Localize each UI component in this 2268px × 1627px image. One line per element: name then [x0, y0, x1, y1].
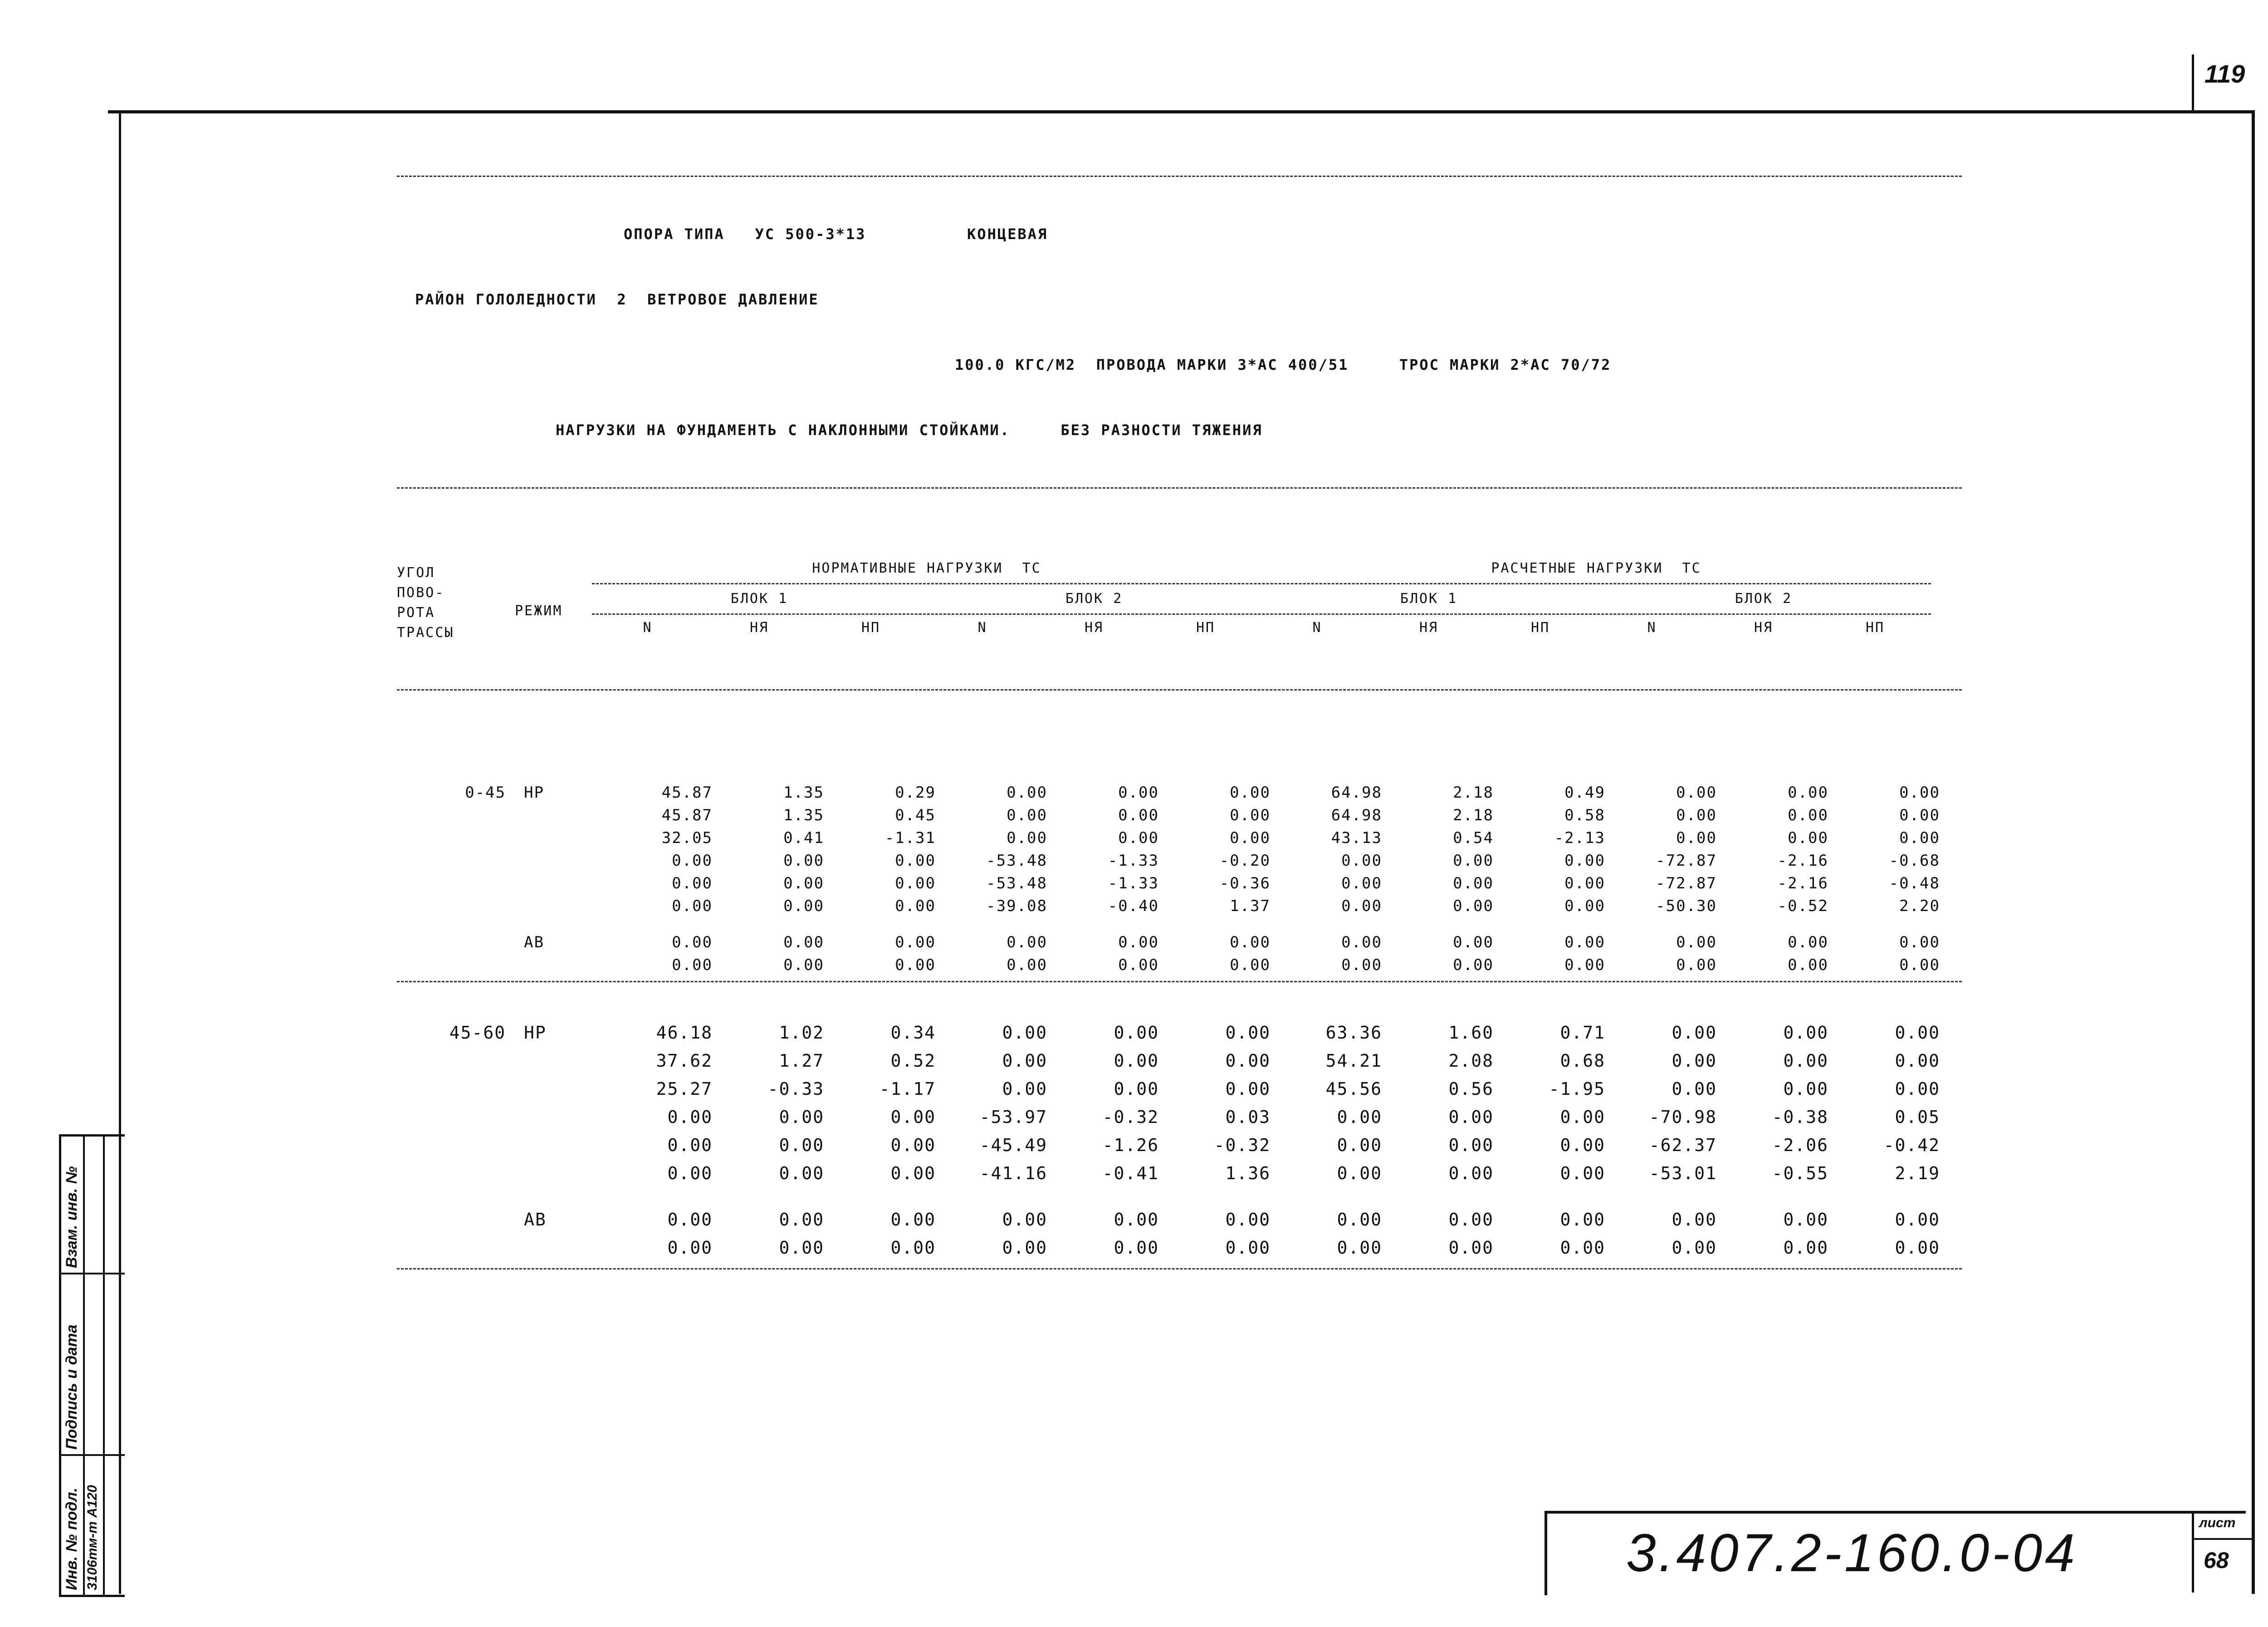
value-cell: 0.00 [1783, 1051, 1828, 1071]
value-cell: 0.00 [1564, 874, 1605, 892]
value-cell: 0.00 [1341, 956, 1382, 974]
value-cell: 0.00 [1672, 1023, 1717, 1043]
value-cell: 0.00 [1230, 956, 1271, 974]
value-cell: 0.00 [1114, 1079, 1159, 1099]
sheet-number: 68 [2204, 1548, 2229, 1573]
value-cell: -0.20 [1219, 852, 1271, 870]
value-cell: 1.02 [779, 1023, 824, 1043]
side-divider [61, 1273, 125, 1274]
value-cell: 0.00 [1899, 829, 1940, 847]
value-cell: 0.00 [1337, 1107, 1382, 1127]
value-cell: -0.52 [1777, 897, 1828, 915]
value-cell: 25.27 [656, 1079, 713, 1099]
table-row [397, 1234, 1962, 1262]
value-cell: 0.00 [1118, 829, 1159, 847]
value-cell: 0.00 [1788, 829, 1828, 847]
value-cell: 0.00 [1672, 1238, 1717, 1258]
value-cell: 2.08 [1448, 1051, 1494, 1071]
value-cell: 45.87 [661, 784, 713, 802]
angle-cell: 45-60 [449, 1023, 506, 1043]
value-cell: -1.26 [1102, 1135, 1159, 1155]
value-cell: 0.00 [667, 1107, 713, 1127]
value-cell: 0.00 [1118, 933, 1159, 951]
table-row [397, 1047, 1962, 1075]
table-row [397, 872, 1962, 895]
value-cell: 0.00 [895, 956, 936, 974]
value-cell: 0.00 [890, 1163, 936, 1183]
table-row [397, 1206, 1962, 1234]
value-cell: 0.00 [890, 1107, 936, 1127]
value-cell: 0.00 [1560, 1238, 1605, 1258]
value-cell: 0.00 [895, 874, 936, 892]
value-cell: 0.52 [890, 1051, 936, 1071]
column-header: НП [1530, 620, 1550, 636]
block-row [592, 587, 1931, 611]
value-cell: -0.36 [1219, 874, 1271, 892]
value-cell: 0.00 [1453, 897, 1494, 915]
value-cell: 0.00 [1114, 1210, 1159, 1230]
value-cell: 0.00 [1783, 1023, 1828, 1043]
value-cell: -0.33 [767, 1079, 824, 1099]
angle-cell: 0-45 [465, 784, 506, 802]
divider [397, 176, 1962, 177]
table-section [397, 1019, 1962, 1262]
value-cell: 1.60 [1448, 1023, 1494, 1043]
signature-label: Подпись и дата [63, 1324, 80, 1450]
column-header: НП [1865, 620, 1885, 636]
value-cell: 64.98 [1331, 784, 1382, 802]
table-row [397, 781, 1962, 804]
value-cell: -39.08 [986, 897, 1047, 915]
table-section [397, 781, 1962, 976]
value-cell: 0.56 [1448, 1079, 1494, 1099]
value-cell: 1.36 [1225, 1163, 1271, 1183]
value-cell: 0.00 [1895, 1051, 1940, 1071]
value-cell: 0.00 [1448, 1107, 1494, 1127]
value-cell: -0.55 [1772, 1163, 1828, 1183]
value-cell: 0.00 [1448, 1163, 1494, 1183]
value-cell: 0.00 [1788, 956, 1828, 974]
value-cell: 0.00 [890, 1210, 936, 1230]
value-cell: 0.00 [1453, 956, 1494, 974]
side-divider [103, 1137, 105, 1595]
value-cell: 0.00 [1114, 1051, 1159, 1071]
value-cell: -0.41 [1102, 1163, 1159, 1183]
mode-cell: НР [524, 1023, 547, 1043]
side-stamp [59, 1134, 125, 1597]
side-divider [61, 1454, 125, 1456]
value-cell: 0.00 [1560, 1135, 1605, 1155]
value-cell: -1.17 [879, 1079, 936, 1099]
value-cell: -0.68 [1889, 852, 1940, 870]
divider [397, 487, 1962, 489]
value-cell: 0.00 [783, 852, 824, 870]
value-cell: 0.00 [1448, 1238, 1494, 1258]
value-cell: 0.00 [890, 1135, 936, 1155]
value-cell: 0.00 [1341, 933, 1382, 951]
value-cell: 0.00 [1007, 829, 1047, 847]
value-cell: 1.27 [779, 1051, 824, 1071]
value-cell: 0.03 [1225, 1107, 1271, 1127]
table-row [397, 1103, 1962, 1131]
value-cell: 0.00 [1788, 784, 1828, 802]
value-cell: 0.00 [1560, 1163, 1605, 1183]
value-cell: -2.16 [1777, 874, 1828, 892]
value-cell: 0.00 [1225, 1023, 1271, 1043]
value-cell: 0.00 [783, 956, 824, 974]
divider [397, 1268, 1962, 1269]
value-cell: 0.00 [1676, 829, 1717, 847]
table-row [397, 1159, 1962, 1187]
value-cell: 0.00 [1002, 1051, 1047, 1071]
value-cell: 0.00 [1225, 1238, 1271, 1258]
value-cell: 0.00 [1564, 956, 1605, 974]
value-cell: 0.00 [1448, 1135, 1494, 1155]
value-cell: 0.00 [1341, 897, 1382, 915]
value-cell: -0.48 [1889, 874, 1940, 892]
value-cell: 43.13 [1331, 829, 1382, 847]
table-row [397, 1131, 1962, 1159]
value-cell: -53.97 [979, 1107, 1047, 1127]
sheet-label: лист [2199, 1515, 2236, 1530]
value-cell: 0.00 [1230, 933, 1271, 951]
value-cell: -0.38 [1772, 1107, 1828, 1127]
value-cell: -50.30 [1656, 897, 1717, 915]
value-cell: 2.20 [1899, 897, 1940, 915]
value-cell: 0.00 [1448, 1210, 1494, 1230]
table-header [397, 557, 1962, 643]
value-cell: 0.00 [1225, 1079, 1271, 1099]
value-cell: 0.00 [1895, 1079, 1940, 1099]
value-cell: 0.00 [1560, 1210, 1605, 1230]
replace-label: Взам. инв. № [63, 1166, 80, 1268]
value-cell: 0.00 [1007, 806, 1047, 824]
value-cell: 0.68 [1560, 1051, 1605, 1071]
column-header: НЯ [749, 620, 769, 636]
frame-right-line [2252, 110, 2255, 1594]
value-cell: -0.32 [1102, 1107, 1159, 1127]
value-cell: 0.00 [1118, 806, 1159, 824]
value-cell: 0.00 [1002, 1210, 1047, 1230]
table-row [397, 1019, 1962, 1047]
value-cell: 0.00 [1895, 1210, 1940, 1230]
value-cell: 0.00 [1225, 1210, 1271, 1230]
value-cell: -45.49 [979, 1135, 1047, 1155]
value-cell: 0.00 [1672, 1079, 1717, 1099]
value-cell: 2.18 [1453, 784, 1494, 802]
value-cell: -2.06 [1772, 1135, 1828, 1155]
table-row [397, 804, 1962, 827]
value-cell: 0.00 [779, 1163, 824, 1183]
page-number: 119 [2204, 59, 2245, 88]
value-cell: 0.00 [667, 1135, 713, 1155]
divider [397, 981, 1962, 982]
value-cell: 0.29 [895, 784, 936, 802]
value-cell: 0.00 [1453, 852, 1494, 870]
divider [397, 689, 1962, 691]
value-cell: 0.00 [1899, 806, 1940, 824]
value-cell: 0.00 [1007, 933, 1047, 951]
value-cell: 0.00 [1676, 956, 1717, 974]
value-cell: -1.95 [1549, 1079, 1605, 1099]
value-cell: 0.45 [895, 806, 936, 824]
frame-top-line [108, 110, 2254, 113]
value-cell: 0.00 [1007, 956, 1047, 974]
value-cell: 0.00 [1899, 933, 1940, 951]
value-cell: 0.00 [1225, 1051, 1271, 1071]
value-cell: 0.00 [1230, 829, 1271, 847]
value-cell: 0.00 [1230, 784, 1271, 802]
value-cell: 0.00 [1453, 933, 1494, 951]
value-cell: 0.00 [1895, 1023, 1940, 1043]
value-cell: 0.00 [1676, 806, 1717, 824]
value-cell: 0.00 [667, 1210, 713, 1230]
mode-cell: АВ [524, 1210, 547, 1230]
value-cell: 0.58 [1564, 806, 1605, 824]
value-cell: 1.35 [783, 806, 824, 824]
value-cell: 37.62 [656, 1051, 713, 1071]
document-code: 3.407.2-160.0-04 [1626, 1523, 2077, 1583]
mode-header: РЕЖИМ [515, 603, 563, 619]
column-header: N [643, 620, 653, 636]
value-cell: 0.00 [895, 897, 936, 915]
value-cell: 0.00 [1899, 956, 1940, 974]
value-cell: 0.00 [1895, 1238, 1940, 1258]
design-header: РАСЧЕТНЫЕ НАГРУЗКИ ТС [1491, 560, 1701, 576]
value-cell: 0.00 [1676, 784, 1717, 802]
value-cell: 0.00 [1002, 1079, 1047, 1099]
value-cell: -2.13 [1554, 829, 1605, 847]
table-row [397, 827, 1962, 849]
value-cell: -62.37 [1649, 1135, 1717, 1155]
value-cell: 0.00 [890, 1238, 936, 1258]
header-line-3: 100.0 КГС/М2 ПРОВОДА МАРКИ 3*АС 400/51 ТРОС МАРКИ 2*АС 70/72 [955, 356, 1612, 373]
value-cell: 0.00 [1453, 874, 1494, 892]
value-cell: 0.00 [1564, 852, 1605, 870]
value-cell: 46.18 [656, 1023, 713, 1043]
value-cell: 0.00 [1337, 1238, 1382, 1258]
value-cell: -72.87 [1656, 852, 1717, 870]
value-cell: -0.42 [1883, 1135, 1940, 1155]
table-row [397, 1075, 1962, 1103]
value-cell: -2.16 [1777, 852, 1828, 870]
header-line-4: НАГРУЗКИ НА ФУНДАМЕНТЬ С НАКЛОННЫМИ СТОЙКАМИ. БЕЗ РАЗНОСТИ ТЯЖЕНИЯ [556, 421, 1263, 439]
angle-header [397, 557, 515, 643]
value-cell: 0.00 [783, 897, 824, 915]
value-cell: -0.32 [1214, 1135, 1271, 1155]
block2-header: БЛОК 2 [1735, 591, 1793, 607]
value-cell: -70.98 [1649, 1107, 1717, 1127]
inv-no-label: Инв. № подл. [63, 1488, 80, 1590]
value-cell: -1.31 [885, 829, 936, 847]
value-cell: -53.48 [986, 852, 1047, 870]
value-cell: 0.00 [1788, 933, 1828, 951]
value-cell: 0.00 [1007, 784, 1047, 802]
table-body [397, 781, 1962, 1269]
value-cell: 0.00 [672, 897, 713, 915]
value-cell: 0.00 [667, 1238, 713, 1258]
table-row [397, 931, 1962, 954]
value-cell: 54.21 [1325, 1051, 1382, 1071]
value-cell: 0.00 [1002, 1023, 1047, 1043]
value-cell: 0.49 [1564, 784, 1605, 802]
mode-cell: НР [524, 784, 544, 802]
value-cell: 0.05 [1895, 1107, 1940, 1127]
column-header: НЯ [1084, 620, 1104, 636]
value-cell: 0.00 [1118, 956, 1159, 974]
column-header: N [1312, 620, 1322, 636]
value-cell: 0.00 [1337, 1135, 1382, 1155]
value-cell: 0.00 [1564, 897, 1605, 915]
value-cell: 0.00 [1114, 1238, 1159, 1258]
value-cell: 0.00 [1564, 933, 1605, 951]
inv-no-value: 3106тм-т А120 [85, 1485, 100, 1590]
normative-header: НОРМАТИВНЫЕ НАГРУЗКИ ТС [812, 560, 1041, 576]
table-row [397, 895, 1962, 917]
value-cell: 0.00 [1783, 1079, 1828, 1099]
value-cell: 0.00 [1118, 784, 1159, 802]
column-header: НЯ [1419, 620, 1439, 636]
value-cell: 0.00 [672, 933, 713, 951]
value-cell: 0.41 [783, 829, 824, 847]
value-cell: 45.87 [661, 806, 713, 824]
value-cell: -1.33 [1108, 852, 1159, 870]
angle-header-line: ПОВО- [397, 585, 445, 601]
value-cell: 0.00 [1899, 784, 1940, 802]
frame-corner-tick [2192, 54, 2194, 111]
value-cell: 0.00 [1337, 1210, 1382, 1230]
divider [592, 583, 1931, 584]
value-cell: 0.71 [1560, 1023, 1605, 1043]
value-cell: 0.00 [779, 1210, 824, 1230]
angle-header-line: УГОЛ [397, 565, 435, 581]
loads-header [592, 557, 1931, 643]
value-cell: 0.00 [1002, 1238, 1047, 1258]
value-cell: 0.00 [1783, 1210, 1828, 1230]
value-cell: 0.00 [1337, 1163, 1382, 1183]
value-cell: 0.00 [672, 852, 713, 870]
value-cell: -1.33 [1108, 874, 1159, 892]
value-cell: -53.01 [1649, 1163, 1717, 1183]
header-line-1: ОПОРА ТИПА УС 500-3*13 КОНЦЕВАЯ [624, 225, 1048, 243]
value-cell: 0.00 [1672, 1051, 1717, 1071]
column-header: N [1647, 620, 1657, 636]
value-cell: 0.00 [1672, 1210, 1717, 1230]
table-row [397, 849, 1962, 872]
column-header: НП [861, 620, 881, 636]
value-cell: 0.00 [779, 1107, 824, 1127]
value-cell: 0.34 [890, 1023, 936, 1043]
block2-header: БЛОК 2 [1065, 591, 1123, 607]
value-cell: 0.00 [779, 1135, 824, 1155]
block1-header: БЛОК 1 [1400, 591, 1458, 607]
angle-header-line: РОТА [397, 605, 435, 621]
sheet-divider [2194, 1538, 2252, 1540]
table-row [397, 954, 1962, 976]
value-cell: 0.00 [672, 956, 713, 974]
value-cell: 0.00 [1788, 806, 1828, 824]
value-cell: 1.37 [1230, 897, 1271, 915]
value-cell: 0.00 [1560, 1107, 1605, 1127]
value-cell: 0.00 [672, 874, 713, 892]
column-header: НЯ [1754, 620, 1774, 636]
value-cell: 64.98 [1331, 806, 1382, 824]
value-cell: -53.48 [986, 874, 1047, 892]
value-cell: 0.00 [1341, 852, 1382, 870]
block1-header: БЛОК 1 [730, 591, 788, 607]
angle-header-line: ТРАССЫ [397, 625, 455, 641]
value-cell: 0.00 [783, 933, 824, 951]
column-header-row [592, 617, 1931, 638]
value-cell: 0.00 [895, 933, 936, 951]
value-cell: 0.00 [1114, 1023, 1159, 1043]
value-cell: 0.00 [1230, 806, 1271, 824]
value-cell: 32.05 [661, 829, 713, 847]
header-line-2: РАЙОН ГОЛОЛЕДНОСТИ 2 ВЕТРОВОЕ ДАВЛЕНИЕ [415, 291, 819, 308]
value-cell: 63.36 [1325, 1023, 1382, 1043]
load-type-row [592, 557, 1931, 580]
value-cell: 2.18 [1453, 806, 1494, 824]
value-cell: 0.00 [1783, 1238, 1828, 1258]
mode-cell: АВ [524, 933, 544, 951]
value-cell: 1.35 [783, 784, 824, 802]
value-cell: 0.00 [1341, 874, 1382, 892]
value-cell: 45.56 [1325, 1079, 1382, 1099]
value-cell: 0.00 [783, 874, 824, 892]
value-cell: 2.19 [1895, 1163, 1940, 1183]
value-cell: 0.00 [667, 1163, 713, 1183]
value-cell: -41.16 [979, 1163, 1047, 1183]
value-cell: 0.00 [779, 1238, 824, 1258]
value-cell: 0.00 [895, 852, 936, 870]
document-printout [397, 129, 1962, 1294]
divider [592, 613, 1931, 615]
column-header: N [978, 620, 987, 636]
value-cell: -72.87 [1656, 874, 1717, 892]
column-header: НП [1196, 620, 1216, 636]
value-cell: 0.54 [1453, 829, 1494, 847]
value-cell: 0.00 [1676, 933, 1717, 951]
value-cell: -0.40 [1108, 897, 1159, 915]
